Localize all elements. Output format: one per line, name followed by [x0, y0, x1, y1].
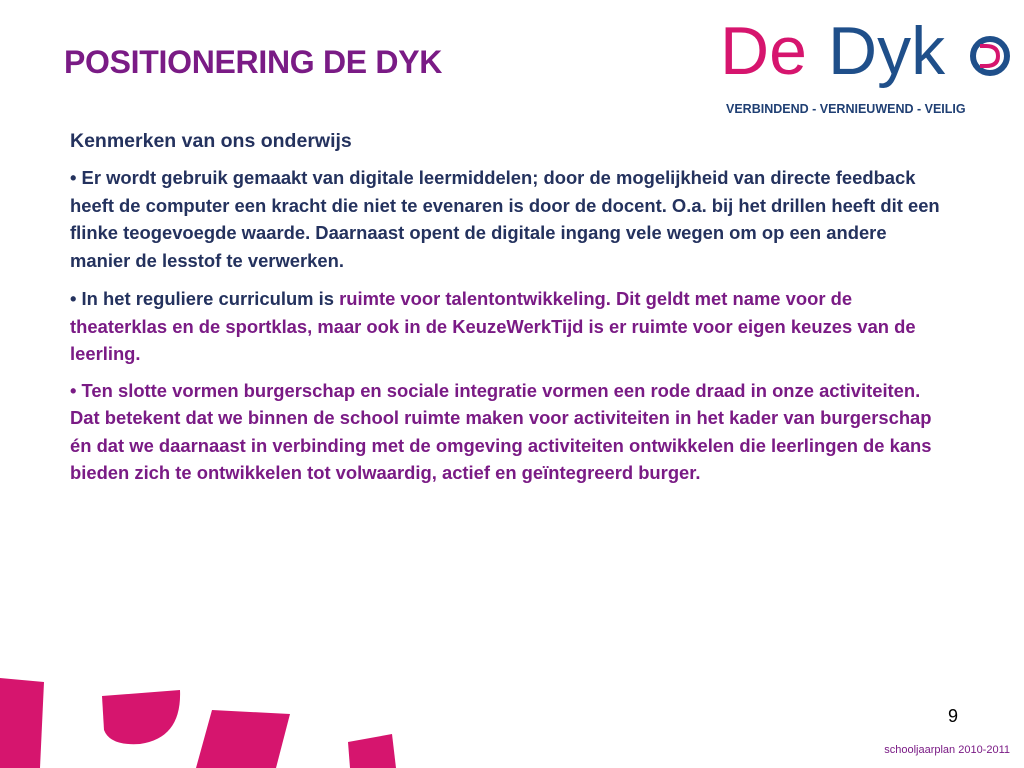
section-heading: Kenmerken van ons onderwijs [70, 130, 352, 152]
bullet-talent [70, 285, 950, 368]
bullet-digital: • Er wordt gebruik gemaakt van digitale leermiddelen; door de mogelijkheid van directe feedback heeft de computer een kracht die niet te evenaren is door de docent. O.a. bij het drillen heeft dit een flinke teogevoegde waarde. Daarnaast opent de digitale ingang vele wegen om op een andere manier de lesstof te verwerken. [70, 167, 940, 271]
page-number: 9 [948, 706, 959, 726]
logo-emblem-icon [973, 39, 1007, 73]
slide-body [70, 128, 950, 487]
tagline: VERBINDEND - VERNIEUWEND - VEILIG [726, 102, 966, 116]
bullet-citizenship: • Ten slotte vormen burgerschap en sociale integratie vormen een rode draad in onze activiteiten. Dat betekent dat we binnen de school ruimte maken voor activiteiten in het kader van burgerschap én dat we daarnaast in verbinding met de omgeving activiteiten ontwikkelen die leerlingen de kans bieden zich te ontwikkelen tot volwaardig, actief en geïntegreerd burger. [70, 379, 932, 483]
decorative-pink-shapes [0, 660, 420, 768]
logo-text-de: De [720, 13, 807, 89]
bullet-talent-start: • In het reguliere curriculum is [70, 288, 340, 309]
slide-title: POSITIONERING DE DYK [64, 44, 443, 80]
logo-text-dyk: Dyk [828, 13, 946, 89]
bullet-talent-highlight: ruimte voor talentontwikkeling. Dit geldt met name voor de theaterklas en de sportklas, maar ook in de KeuzeWerkTijd is er ruimte voor eigen keuzes van de leerling. [70, 288, 916, 364]
footer-text: schooljaarplan 2010-2011 [884, 744, 1010, 756]
de-dyk-logo [718, 10, 1018, 102]
